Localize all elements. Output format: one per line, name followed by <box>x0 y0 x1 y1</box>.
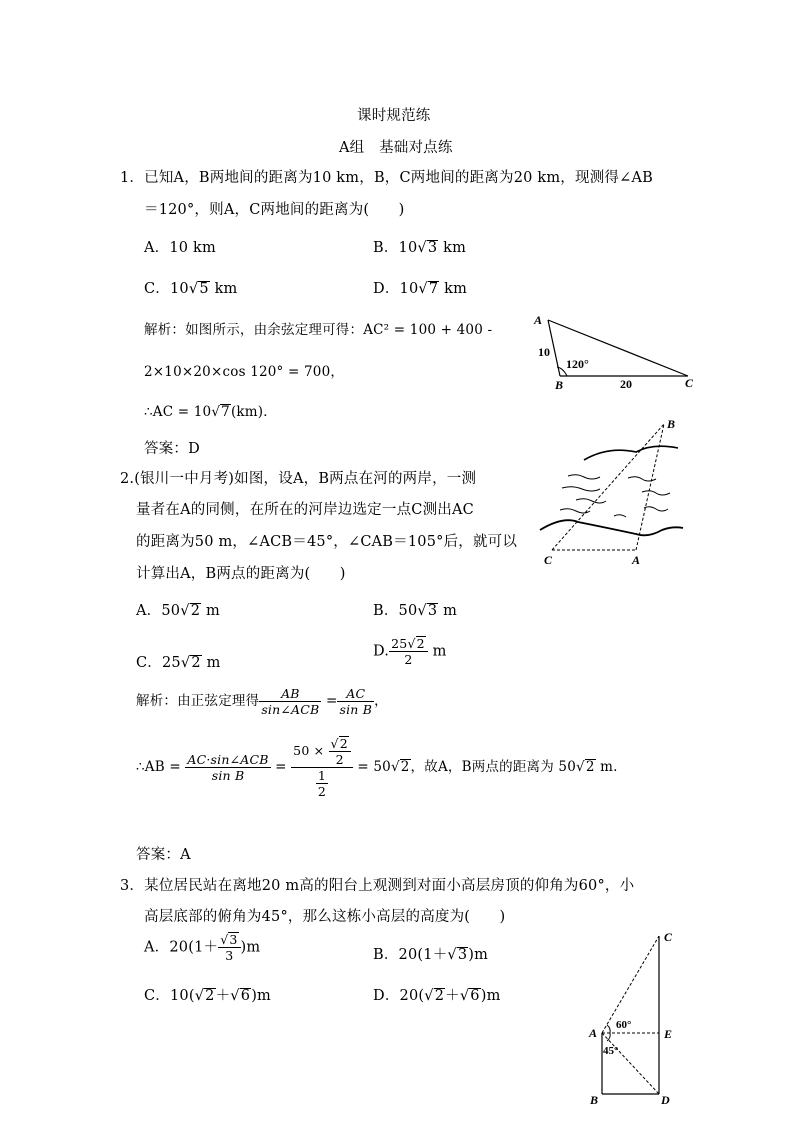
section-heading: A组 基础对点练 <box>339 140 453 156</box>
q2-fig-label-c: C <box>544 553 553 567</box>
q3-fig-label-d: D <box>661 1093 670 1106</box>
q1-fig-label-a: A <box>534 313 543 327</box>
q3-fig-angle-45: 45° <box>603 1045 619 1057</box>
q2-fig-label-a: A <box>632 553 641 567</box>
q2-solution-line1: 解析：由正弦定理得 $\frac{AB}{\text{sin∠ACB}}$ = $\frac{AC}{\text{sin B}}$ ， <box>136 686 388 717</box>
q3-option-c: C．10(√2＋√6)m <box>144 988 271 1004</box>
q2-answer: 答案：A <box>136 847 191 863</box>
q1-fig-side-ab: 10 <box>538 345 550 359</box>
q2-option-c: C．25√2 m <box>136 655 221 671</box>
q2-river-figure <box>538 418 688 568</box>
q2-option-a: A．50√2 m <box>136 603 220 619</box>
q2-option-d: D. $\frac{25√2}{2}$ m <box>373 636 447 667</box>
q1-fig-side-bc: 20 <box>620 377 632 391</box>
q1-stem-line2: ＝120°，则A，C两地间的距离为( ) <box>144 202 405 218</box>
q2-stem-line3: 的距离为50 m，∠ACB＝45°，∠CAB＝105°后，就可以 <box>136 534 518 550</box>
q1-option-d: D．10√7 km <box>373 281 468 297</box>
q3-option-a: A．20(1＋ $\frac{√3}{3}$ )m <box>144 932 261 963</box>
q1-fig-label-b: B <box>555 378 564 392</box>
q3-fig-angle-60: 60° <box>616 1019 632 1031</box>
q1-triangle-figure <box>530 310 700 394</box>
q2-stem-line2: 量者在A的同侧，在所在的河岸边选定一点C测出AC <box>136 502 474 518</box>
q3-fig-label-c: C <box>664 930 673 944</box>
q3-option-d: D．20(√2＋√6)m <box>373 988 501 1004</box>
q1-stem-line1: 1．已知A，B两地间的距离为10 km，B，C两地间的距离为20 km，现测得∠AB <box>120 170 653 186</box>
q1-fig-angle: 120° <box>566 357 589 371</box>
q2-fig-label-b: B <box>667 418 676 431</box>
q1-option-a: A．10 km <box>144 240 216 256</box>
q1-solution-line1: 解析：如图所示，由余弦定理可得：AC² = 100 + 400 - <box>144 322 493 338</box>
q1-option-c: C．10√5 km <box>144 281 238 297</box>
q3-building-figure <box>584 926 684 1106</box>
q1-solution-line3: ∴AC = 10√7(km)． <box>144 404 277 420</box>
q2-option-b: B．50√3 m <box>373 603 458 619</box>
q2-stem-line4: 计算出A，B两点的距离为( ) <box>136 566 346 582</box>
q2-stem-line1: 2.(银川一中月考)如图，设A，B两点在河的两岸，一测 <box>120 471 477 487</box>
q3-fig-label-a: A <box>589 1026 598 1040</box>
page-title: 课时规范练 <box>357 108 431 124</box>
q1-option-b: B．10√3 km <box>373 240 467 256</box>
q3-stem-line1: 3．某位居民站在离地20 m高的阳台上观测到对面小高层房顶的仰角为60°，小 <box>120 878 635 894</box>
q3-stem-line2: 高层底部的俯角为45°，那么这栋小高层的高度为( ) <box>144 909 506 925</box>
q3-option-b: B．20(1＋√3)m <box>373 947 489 963</box>
q1-answer: 答案：D <box>144 441 200 457</box>
q1-fig-label-c: C <box>685 376 694 390</box>
q3-fig-label-e: E <box>664 1027 673 1041</box>
q3-fig-label-b: B <box>590 1093 599 1106</box>
q2-solution-line2: ∴AB = $\frac{\text{AC·sin∠ACB}}{\text{sin B}}$ = 50 × $\frac{√2}{2}$ $\frac{1}{2}$ = 50√2，故A，B两点的距离为 50√2 m. <box>136 736 618 799</box>
q1-solution-line2: 2×10×20×cos 120° = 700， <box>144 364 345 380</box>
